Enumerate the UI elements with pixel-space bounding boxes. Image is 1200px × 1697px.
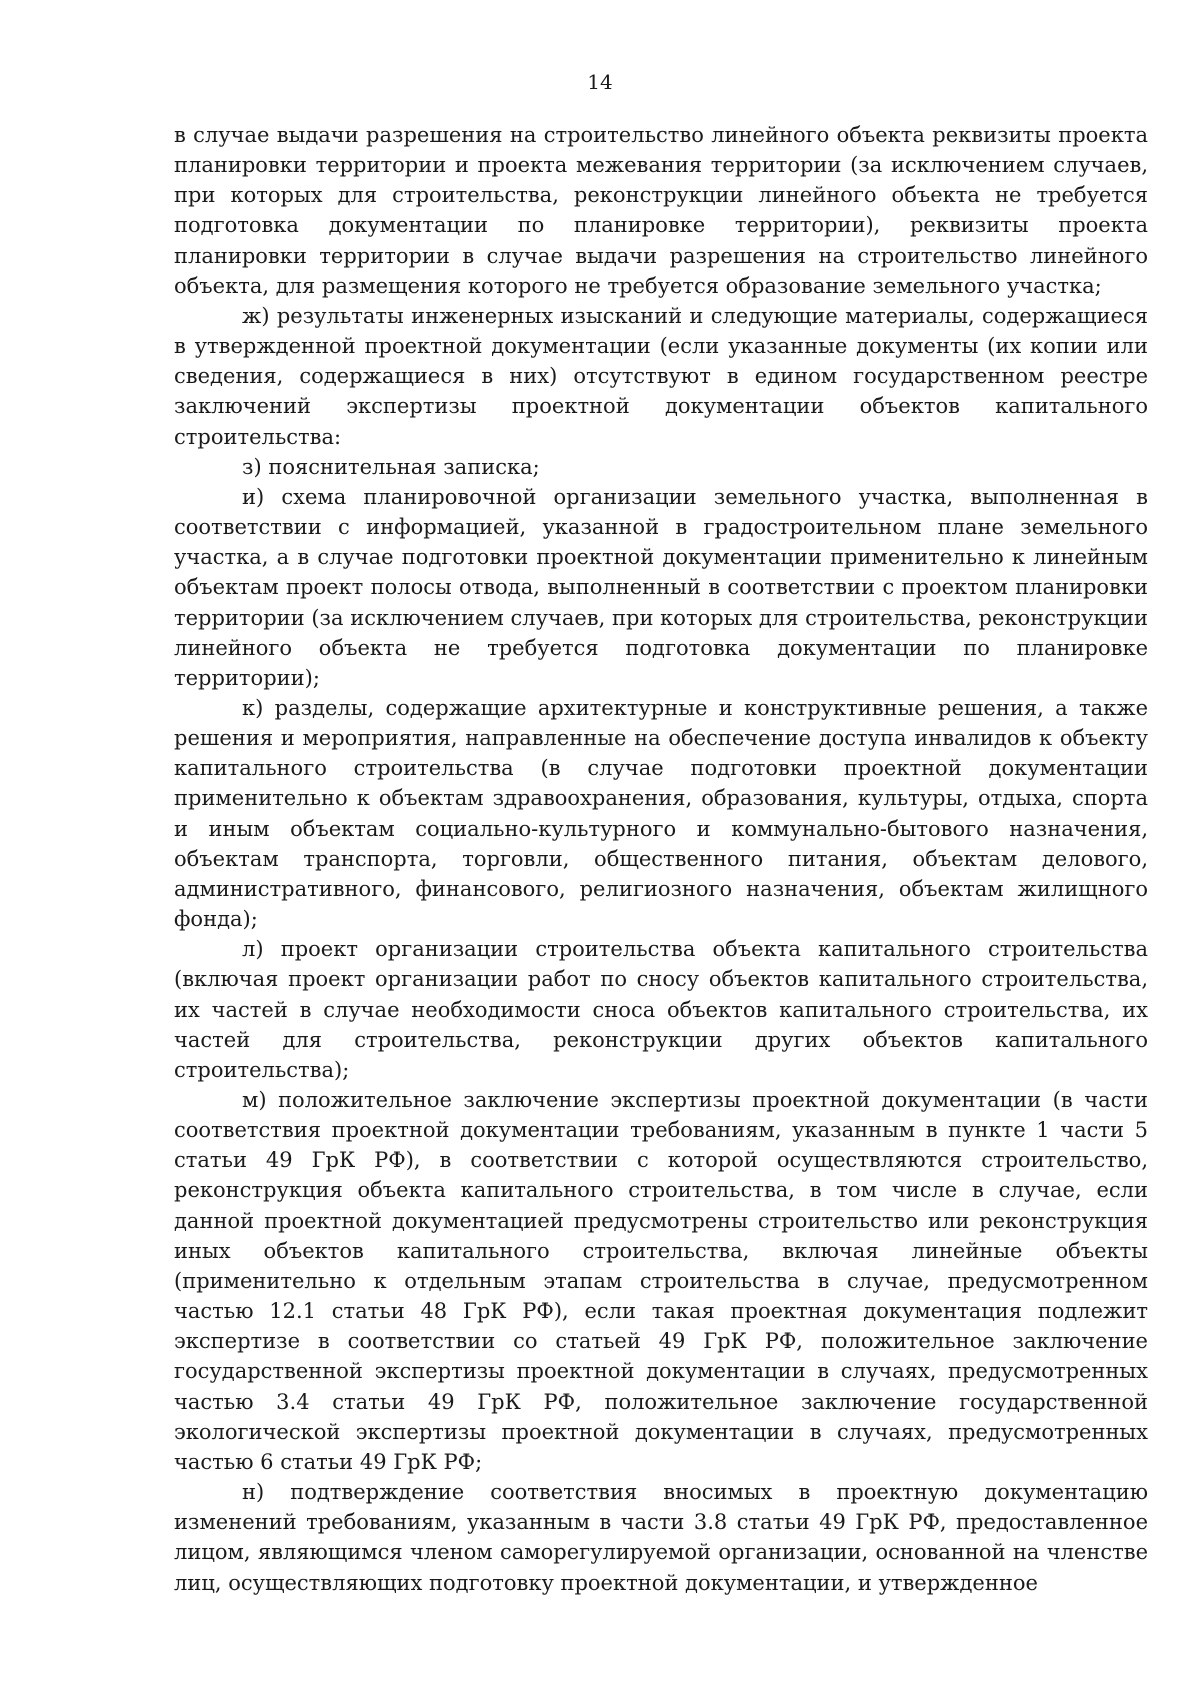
paragraph-item-z: з) пояснительная записка; [242,454,540,479]
paragraph-continuation: в случае выдачи разрешения на строительство линейного объекта реквизиты проекта планировки территории и проекта межевания территории (за исключением случаев, при которых для строительства, реконструкции линейного объекта не требуется подготовка документации по планировке территории), реквизиты проекта планировки территории в случае выдачи разрешения на строительство линейного объекта, для размещения которого не требуется образование земельного участка; [174,123,1148,298]
paragraph-item-k: к) разделы, содержащие архитектурные и конструктивные решения, а также решения и мероприятия, направленные на обеспечение доступа инвалидов к объекту капитального строительства (в случае подготовки проектной документации применительно к объектам здравоохранения, образования, культуры, отдыха, спорта и иным объектам социально-культурного и коммунально-бытового назначения, объектам транспорта, торговли, общественного питания, объектам делового, административного, финансового, религиозного назначения, объектам жилищного фонда); [174,695,1148,932]
page-number: 14 [587,70,613,94]
paragraph-item-n: н) подтверждение соответствия вносимых в проектную документацию изменений требованиям, указанным в части 3.8 статьи 49 ГрК РФ, предоставленное лицом, являющимся членом саморегулируемой организации, основанной на членстве лиц, осуществляющих подготовку проектной документации, и утвержденное [174,1480,1148,1595]
paragraph-item-m: м) положительное заключение экспертизы проектной документации (в части соответствия проектной документации требованиям, указанным в пункте 1 части 5 статьи 49 ГрК РФ), в соответствии с которой осуществляются строительство, реконструкция объекта капитального строительства, в том числе в случае, если данной проектной документацией предусмотрены строительство или реконструкция иных объектов капитального строительства, включая линейные объекты (применительно к отдельным этапам строительства в случае, предусмотренном частью 12.1 статьи 48 ГрК РФ), если такая проектная документация подлежит экспертизе в соответствии со статьей 49 ГрК РФ, положительное заключение государственной экспертизы проектной документации в случаях, предусмотренных частью 3.4 статьи 49 ГрК РФ, положительное заключение государственной экологической экспертизы проектной документации в случаях, предусмотренных частью 6 статьи 49 ГрК РФ; [174,1088,1148,1474]
paragraph-item-i: и) схема планировочной организации земельного участка, выполненная в соответствии с информацией, указанной в градостроительном плане земельного участка, а в случае подготовки проектной документации применительно к линейным объектам проект полосы отвода, выполненный в соответствии с проектом планировки территории (за исключением случаев, при которых для строительства, реконструкции линейного объекта не требуется подготовка документации по планировке территории); [174,484,1148,690]
document-body [174,120,1148,1598]
paragraph-item-l: л) проект организации строительства объекта капитального строительства (включая проект организации работ по сносу объектов капитального строительства, их частей в случае необходимости сноса объектов капитального строительства, их частей для строительства, реконструкции других объектов капитального строительства); [174,937,1148,1082]
paragraph-item-zh: ж) результаты инженерных изысканий и следующие материалы, содержащиеся в утвержденной проектной документации (если указанные документы (их копии или сведения, содержащиеся в них) отсутствуют в едином государственном реестре заключений экспертизы проектной документации объектов капитального строительства: [174,303,1148,449]
